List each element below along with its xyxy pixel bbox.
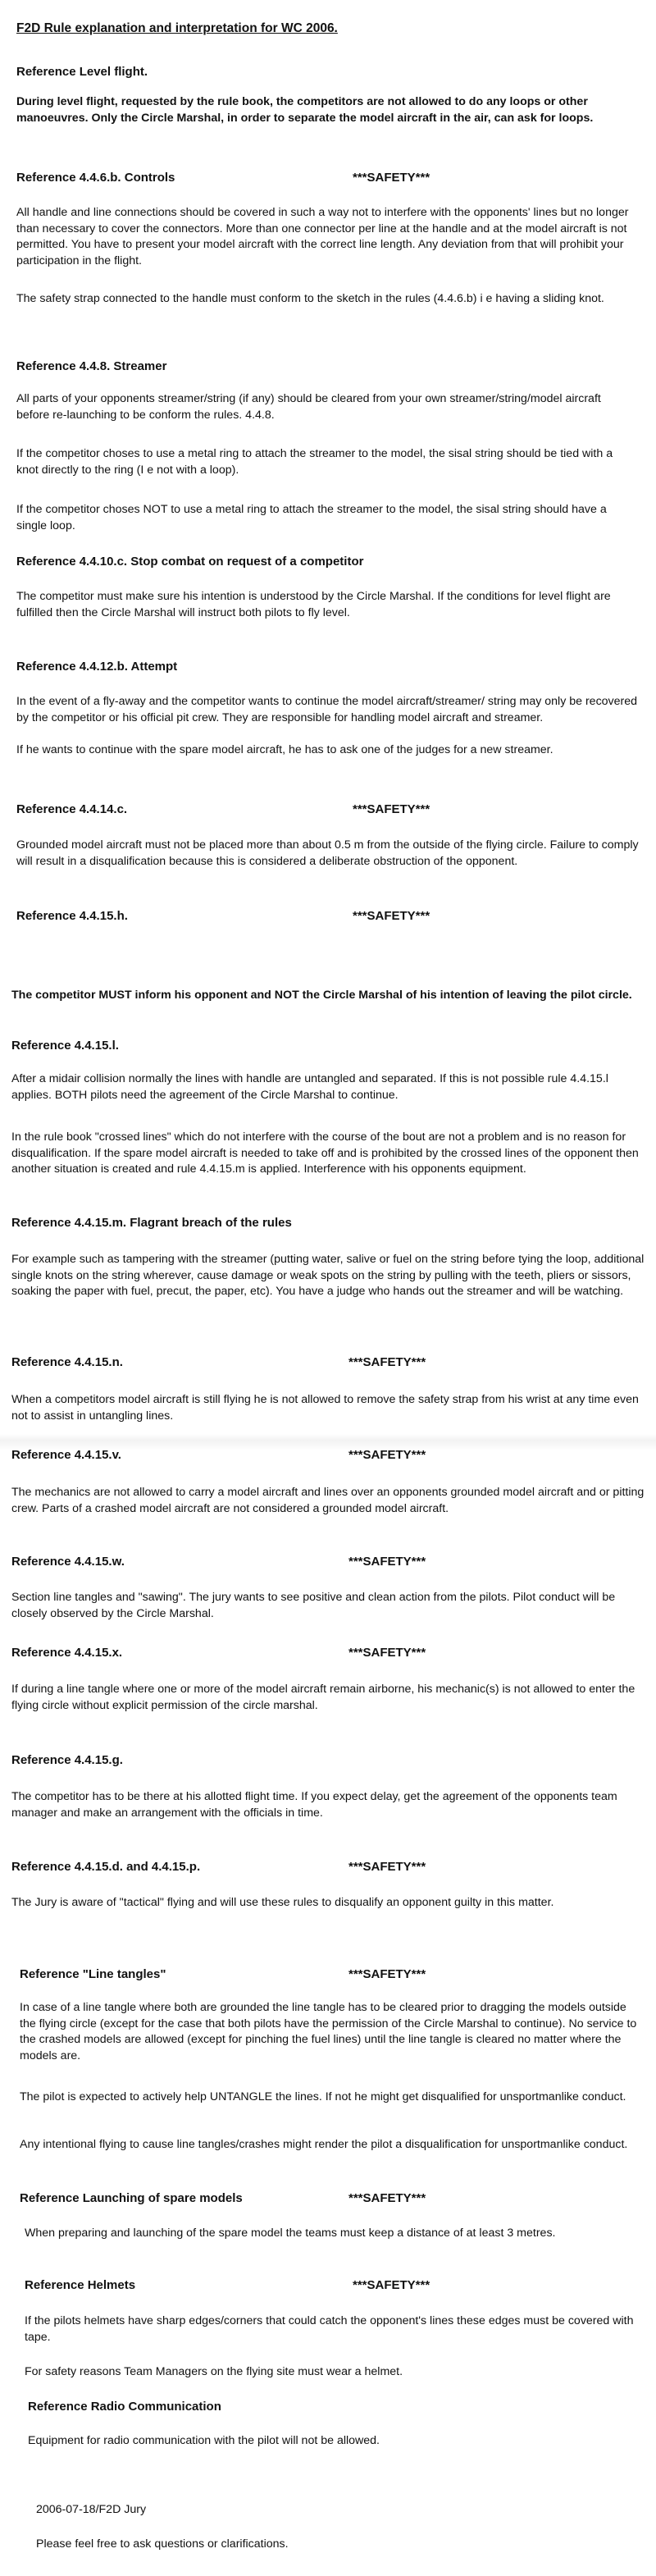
section-paragraph: Grounded model aircraft must not be placed more than about 0.5 m from the outside of the flying circle. Failure to comply will result in a disqualification because this is considered a deliberate obstruction of the opponent.: [16, 838, 639, 868]
section-paragraph: The safety strap connected to the handle must conform to the sketch in the rules (4.4.6.b) i e having a sliding knot.: [16, 292, 604, 305]
section-heading: Reference 4.4.15.v.: [11, 1448, 121, 1462]
safety-marker: ***SAFETY***: [353, 802, 430, 816]
safety-marker: ***SAFETY***: [348, 1448, 426, 1462]
safety-marker: ***SAFETY***: [353, 171, 430, 185]
section-heading: Reference 4.4.15.l.: [11, 1039, 119, 1053]
section-paragraph: For example such as tampering with the streamer (putting water, salive or fuel on the string before tying the loop, additional single knots on the string wherever, cause damage or weak spots on the string by pulling with the teeth, pliers or sissors, soaking the paper with fuel, precut, the paper, etc). You have a judge who hands out the streamer and will be watching.: [11, 1253, 645, 1298]
section-heading: Reference 4.4.15.h.: [16, 909, 128, 923]
section-paragraph: All handle and line connections should be covered in such a way not to interfere with the opponents' lines but no longer than necessary to cover the connectors. More than one connector per line at the handle and at the model aircraft is not permitted. You have to present your model aircraft with the correct line length. Any deviation from that will prohibit your participation in the flight.: [16, 206, 629, 267]
footer-note: Please feel free to ask questions or clarifications.: [36, 2537, 289, 2551]
footer-date-line: 2006-07-18/F2D Jury: [36, 2503, 147, 2516]
section-paragraph: The mechanics are not allowed to carry a model aircraft and lines over an opponents grounded model aircraft and or pitting crew. Parts of a crashed model aircraft are not considered a grounded model aircraft.: [11, 1486, 645, 1515]
section-heading: Reference Helmets: [25, 2278, 136, 2292]
section-paragraph: All parts of your opponents streamer/string (if any) should be cleared from your own streamer/string/model aircraft before re-launching to be conform the rules. 4.4.8.: [16, 392, 601, 422]
section-paragraph: If he wants to continue with the spare model aircraft, he has to ask one of the judges for a new streamer.: [16, 743, 554, 756]
section-heading: Reference 4.4.6.b. Controls: [16, 171, 175, 185]
section-paragraph: The competitor has to be there at his allotted flight time. If you expect delay, get the agreement of the opponents team manager and make an arrangement with the officials in time.: [11, 1790, 617, 1820]
safety-marker: ***SAFETY***: [348, 2191, 426, 2205]
section-heading: Reference 4.4.15.x.: [11, 1646, 123, 1660]
section-paragraph: Equipment for radio communication with the pilot will not be allowed.: [28, 2434, 380, 2447]
section-paragraph: The pilot is expected to actively help UNTANGLE the lines. If not he might get disqualified for unsportmanlike conduct.: [20, 2090, 626, 2103]
section-heading: Reference 4.4.8. Streamer: [16, 359, 167, 373]
safety-marker: ***SAFETY***: [348, 1646, 426, 1660]
safety-marker: ***SAFETY***: [348, 1555, 426, 1569]
section-heading: Reference 4.4.15.w.: [11, 1555, 125, 1569]
section-paragraph: The competitor MUST inform his opponent and NOT the Circle Marshal of his intention of leaving the pilot circle.: [11, 989, 632, 1002]
section-paragraph: If the competitor choses to use a metal ring to attach the streamer to the model, the sisal string should be tied with a knot directly to the ring (I e not with a loop).: [16, 447, 613, 477]
section-paragraph: For safety reasons Team Managers on the flying site must wear a helmet.: [25, 2365, 403, 2378]
section-paragraph: If during a line tangle where one or more of the model aircraft remain airborne, his mechanic(s) is not allowed to enter the flying circle without explicit permission of the circle marshal.: [11, 1683, 636, 1712]
section-paragraph: After a midair collision normally the lines with handle are untangled and separated. If this is not possible rule 4.4.15.l applies. BOTH pilots need the agreement of the Circle Marshal to continue.: [11, 1072, 608, 1102]
section-paragraph: When a competitors model aircraft is still flying he is not allowed to remove the safety strap from his wrist at any time even not to assist in untangling lines.: [11, 1393, 639, 1423]
section-heading: Reference 4.4.15.n.: [11, 1355, 123, 1369]
section-paragraph: Any intentional flying to cause line tangles/crashes might render the pilot a disqualification for unsportmanlike conduct.: [20, 2138, 628, 2151]
document-title: F2D Rule explanation and interpretation for WC 2006.: [16, 21, 338, 35]
section-heading: Reference 4.4.10.c. Stop combat on request of a competitor: [16, 555, 364, 569]
section-heading: Reference 4.4.15.m. Flagrant breach of the rules: [11, 1216, 292, 1230]
section-heading: Reference Launching of spare models: [20, 2191, 243, 2205]
section-heading: Reference 4.4.12.b. Attempt: [16, 660, 178, 674]
section-paragraph: In the event of a fly-away and the competitor wants to continue the model aircraft/streamer/ string may only be recovered by the competitor or his official pit crew. They are responsible for handling model aircraft and streamer.: [16, 695, 638, 724]
section-heading: Reference 4.4.15.d. and 4.4.15.p.: [11, 1860, 201, 1874]
safety-marker: ***SAFETY***: [353, 909, 430, 923]
section-heading: Reference "Line tangles": [20, 1967, 166, 1981]
section-heading: Reference 4.4.14.c.: [16, 802, 128, 816]
section-paragraph: If the pilots helmets have sharp edges/corners that could catch the opponent's lines these edges must be covered with tape.: [25, 2314, 634, 2344]
section-heading: Reference Level flight.: [16, 65, 148, 79]
section-paragraph: In case of a line tangle where both are grounded the line tangle has to be cleared prior to dragging the models outside the flying circle (except for the case that both pilots have the permission of the Circle Marshal to continue). No service to the crashed models are allowed (except for pinching the fuel lines) until the line tangle is cleared no matter where the models are.: [20, 2001, 637, 2062]
safety-marker: ***SAFETY***: [353, 2278, 430, 2292]
section-paragraph: The Jury is aware of "tactical" flying and will use these rules to disqualify an opponent guilty in this matter.: [11, 1896, 554, 1909]
safety-marker: ***SAFETY***: [348, 1355, 426, 1369]
safety-marker: ***SAFETY***: [348, 1860, 426, 1874]
section-paragraph: The competitor must make sure his intention is understood by the Circle Marshal. If the conditions for level flight are fulfilled then the Circle Marshal will instruct both pilots to fly level.: [16, 590, 611, 619]
section-paragraph: During level flight, requested by the rule book, the competitors are not allowed to do any loops or other manoeuvres. Only the Circle Marshal, in order to separate the model aircraft in the air, can ask for loops.: [16, 95, 594, 125]
section-paragraph: In the rule book "crossed lines" which do not interfere with the course of the bout are not a problem and is no reason for disqualification. If the spare model aircraft is needed to take off and is prohibited by the crossed lines of the opponent then another situation is created and rule 4.4.15.m is applied. Interference with his opponents equipment.: [11, 1130, 639, 1176]
safety-marker: ***SAFETY***: [348, 1967, 426, 1981]
section-heading: Reference Radio Communication: [28, 2400, 221, 2414]
section-paragraph: Section line tangles and "sawing". The jury wants to see positive and clean action from the pilots. Pilot conduct will be closely observed by the Circle Marshal.: [11, 1591, 616, 1620]
section-heading: Reference 4.4.15.g.: [11, 1753, 123, 1767]
section-paragraph: When preparing and launching of the spare model the teams must keep a distance of at least 3 metres.: [25, 2227, 556, 2240]
section-paragraph: If the competitor choses NOT to use a metal ring to attach the streamer to the model, the sisal string should have a single loop.: [16, 503, 607, 532]
